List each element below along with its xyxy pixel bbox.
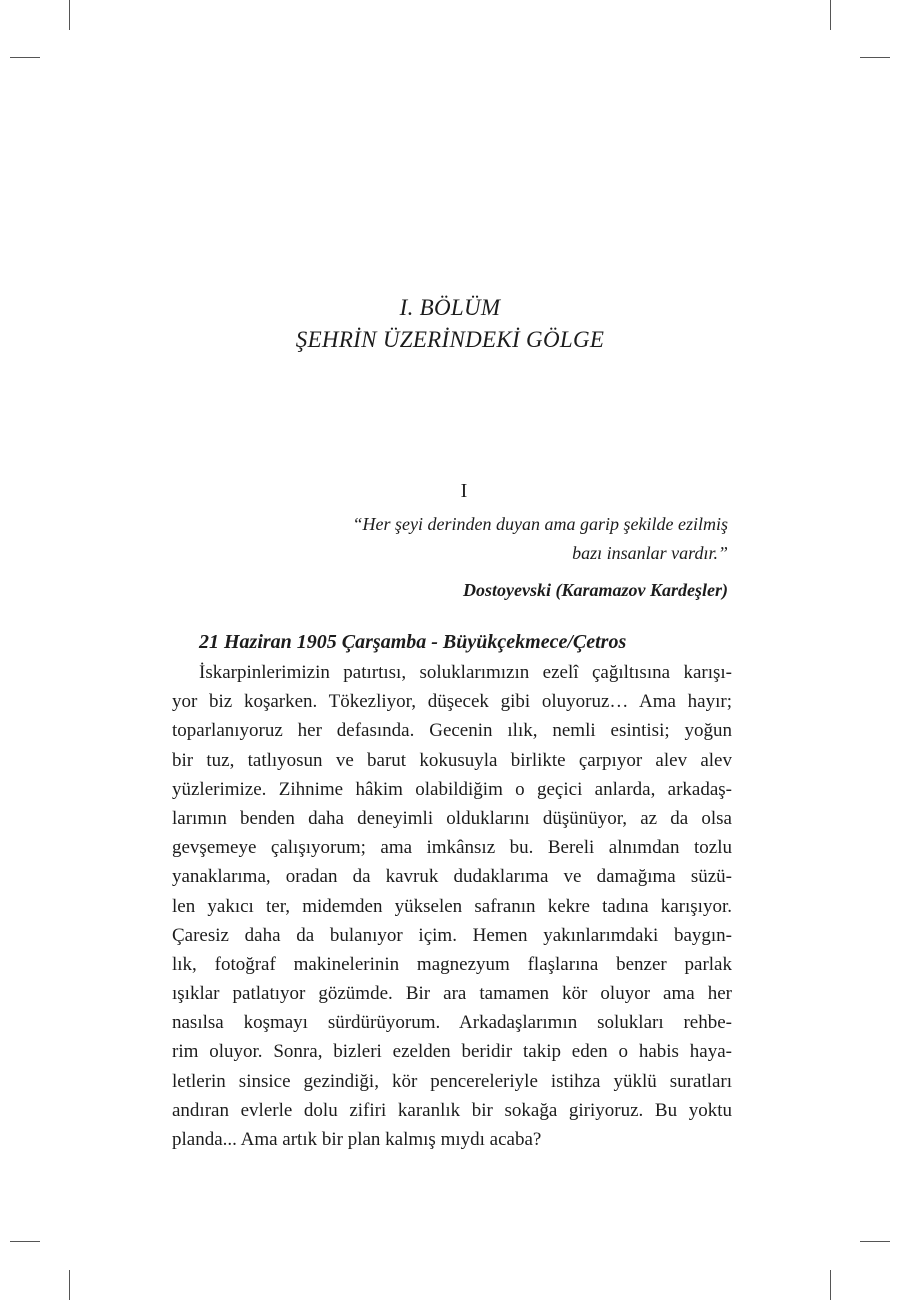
text-line: letlerin sinsice gezindiği, kör pencereleriyle istihza yüklü suratları: [172, 1070, 732, 1092]
chapter-title: ŞEHRİN ÜZERİNDEKİ GÖLGE: [295, 327, 605, 352]
epigraph-line: bazı insanlar vardır.”: [572, 543, 728, 563]
text-line: andıran evlerle dolu zifiri karanlık bir sokağa giriyoruz. Bu yoktu: [172, 1099, 732, 1121]
diary-entry-heading: 21 Haziran 1905 Çarşamba - Büyükçekmece/Çetros: [199, 631, 627, 653]
text-line: Çaresiz daha da bulanıyor içim. Hemen yakınlarımdaki baygın-: [172, 924, 732, 946]
text-line: planda... Ama artık bir plan kalmış mıydı acaba?: [172, 1129, 542, 1150]
section-number: I: [460, 480, 468, 502]
body-paragraph: [172, 658, 732, 1154]
text-line: yüzlerimize. Zihnime hâkim olabildiğim o geçici anlarda, arkadaş-: [172, 778, 732, 800]
text-line: gevşemeye çalışıyorum; ama imkânsız bu. Bereli alnımdan tozlu: [172, 837, 732, 859]
text-line: len yakıcı ter, midemden yükselen safranın kekre tadına karışıyor.: [172, 895, 732, 917]
text-line: yor biz koşarken. Tökezliyor, düşecek gibi oluyoruz… Ama hayır;: [172, 691, 732, 713]
text-line: larımın benden daha deneyimli olduklarını düşünüyor, az da olsa: [172, 807, 732, 829]
crop-mark-right-bottom: [860, 1241, 890, 1242]
crop-mark-bottom-left: [69, 1270, 70, 1300]
chapter-number: I. BÖLÜM: [399, 295, 501, 320]
crop-mark-top-left: [69, 0, 70, 30]
chapter-heading: [0, 292, 900, 356]
crop-mark-top-right: [830, 0, 831, 30]
epigraph: [208, 510, 728, 568]
text-line: bir tuz, tatlıyosun ve barut kokusuyla birlikte çarpıyor alev alev: [172, 749, 732, 771]
epigraph-line: “Her şeyi derinden duyan ama garip şekilde ezilmiş: [352, 514, 728, 534]
crop-mark-left-top: [10, 57, 40, 58]
text-line: toparlanıyoruz her defasında. Gecenin ılık, nemli esintisi; yoğun: [172, 720, 732, 742]
text-line: lık, fotoğraf makinelerinin magnezyum flaşlarına benzer parlak: [172, 953, 732, 975]
text-line: nasılsa koşmayı sürdürüyorum. Arkadaşlarımın solukları rehbe-: [172, 1012, 732, 1034]
epigraph-source: Dostoyevski (Karamazov Kardeşler): [463, 580, 728, 600]
text-line: İskarpinlerimizin patırtısı, soluklarımızın ezelî çağıltısına karışı-: [199, 662, 732, 683]
crop-mark-bottom-right: [830, 1270, 831, 1300]
crop-mark-right-top: [860, 57, 890, 58]
text-line: ışıklar patlatıyor gözümde. Bir ara tamamen kör oluyor ama her: [172, 983, 732, 1005]
text-line: yanaklarıma, oradan da kavruk dudaklarıma ve damağıma süzü-: [172, 866, 732, 888]
text-line: rim oluyor. Sonra, bizleri ezelden beridir takip eden o habis haya-: [172, 1041, 732, 1063]
crop-mark-left-bottom: [10, 1241, 40, 1242]
